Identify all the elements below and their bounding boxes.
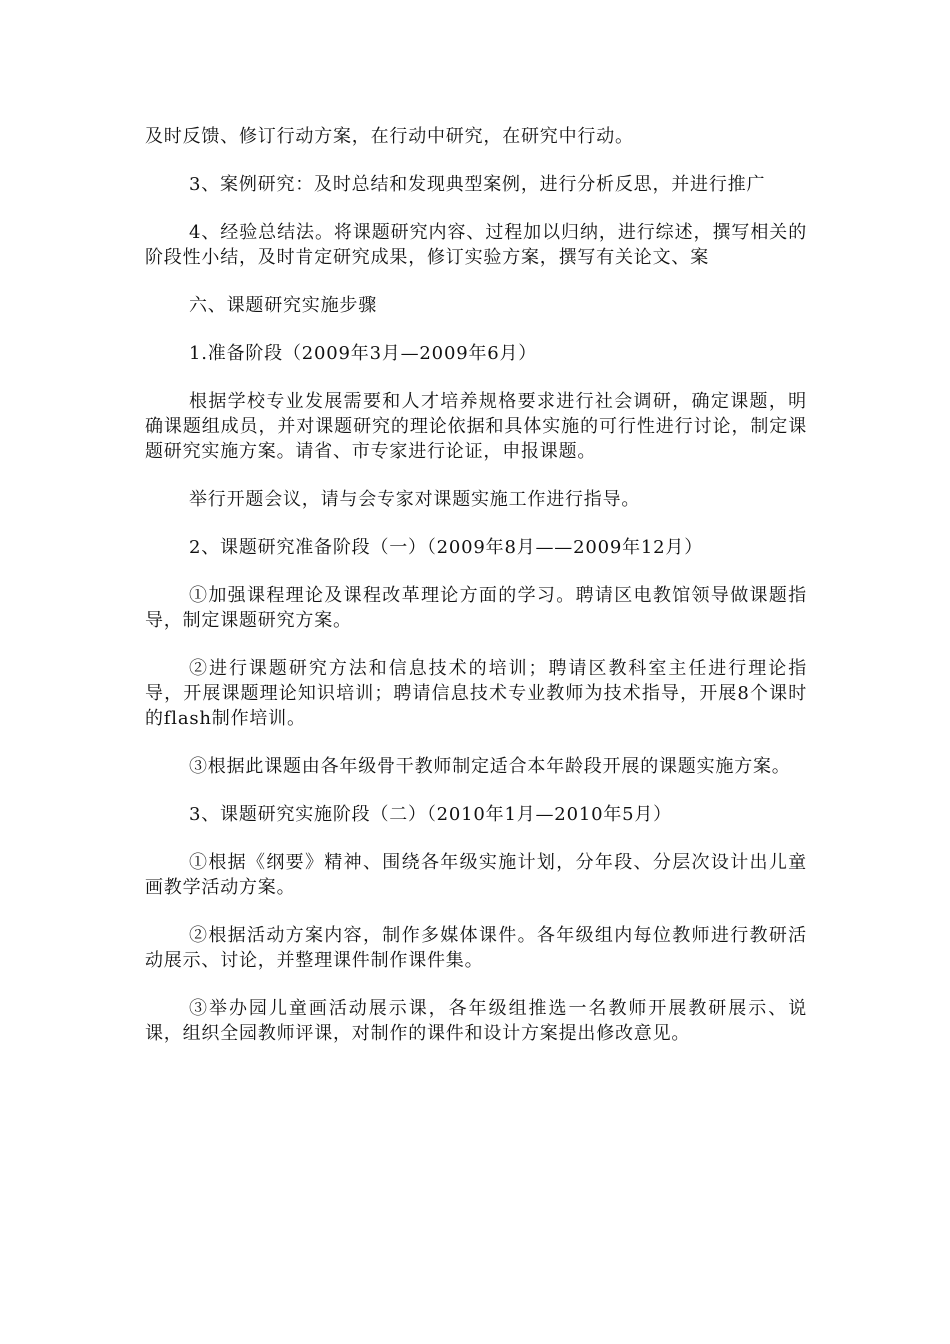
list-item-courseware: ②根据活动方案内容，制作多媒体课件。各年级组内每位教师进行教研活动展示、讨论，并整理课件制作课件集。 (145, 925, 807, 971)
stage-heading-preparation: 1.准备阶段（2009年3月—2009年6月） (189, 343, 538, 364)
list-item-training: ②进行课题研究方法和信息技术的培训；聘请区教科室主任进行理论指导，开展课题理论知识培训；聘请信息技术专业教师为技术指导，开展8个课时的flash制作培训。 (145, 658, 807, 729)
list-item-grade-plan: ③根据此课题由各年级骨干教师制定适合本年龄段开展的课题实施方案。 (189, 756, 791, 777)
list-item-activity-design: ①根据《纲要》精神、围绕各年级实施计划，分年段、分层次设计出儿童画教学活动方案。 (145, 852, 807, 898)
paragraph-opening-meeting: 举行开题会议，请与会专家对课题实施工作进行指导。 (189, 489, 641, 510)
list-item-theory-study: ①加强课程理论及课程改革理论方面的学习。聘请区电教馆领导做课题指导，制定课题研究方案。 (145, 585, 807, 631)
paragraph-experience-summary: 4、经验总结法。将课题研究内容、过程加以归纳，进行综述，撰写相关的阶段性小结，及时肯定研究成果，修订实验方案，撰写有关论文、案 (145, 222, 807, 268)
paragraph-case-study: 3、案例研究：及时总结和发现典型案例，进行分析反思，并进行推广 (189, 174, 766, 195)
paragraph-continuation: 及时反馈、修订行动方案，在行动中研究，在研究中行动。 (145, 126, 634, 147)
section-heading-implementation-steps: 六、课题研究实施步骤 (189, 295, 377, 316)
stage-heading-implementation: 3、课题研究实施阶段（二）（2010年1月—2010年5月） (189, 804, 672, 825)
paragraph-preparation-detail: 根据学校专业发展需要和人才培养规格要求进行社会调研，确定课题，明确课题组成员，并对课题研究的理论依据和具体实施的可行性进行讨论，制定课题研究实施方案。请省、市专家进行论证，申报课题。 (145, 391, 807, 462)
document-page (145, 124, 807, 1069)
list-item-demo-class: ③举办园儿童画活动展示课，各年级组推选一名教师开展教研展示、说课，组织全园教师评课，对制作的课件和设计方案提出修改意见。 (145, 998, 807, 1044)
stage-heading-research-preparation: 2、课题研究准备阶段（一）（2009年8月——2009年12月） (189, 537, 704, 558)
